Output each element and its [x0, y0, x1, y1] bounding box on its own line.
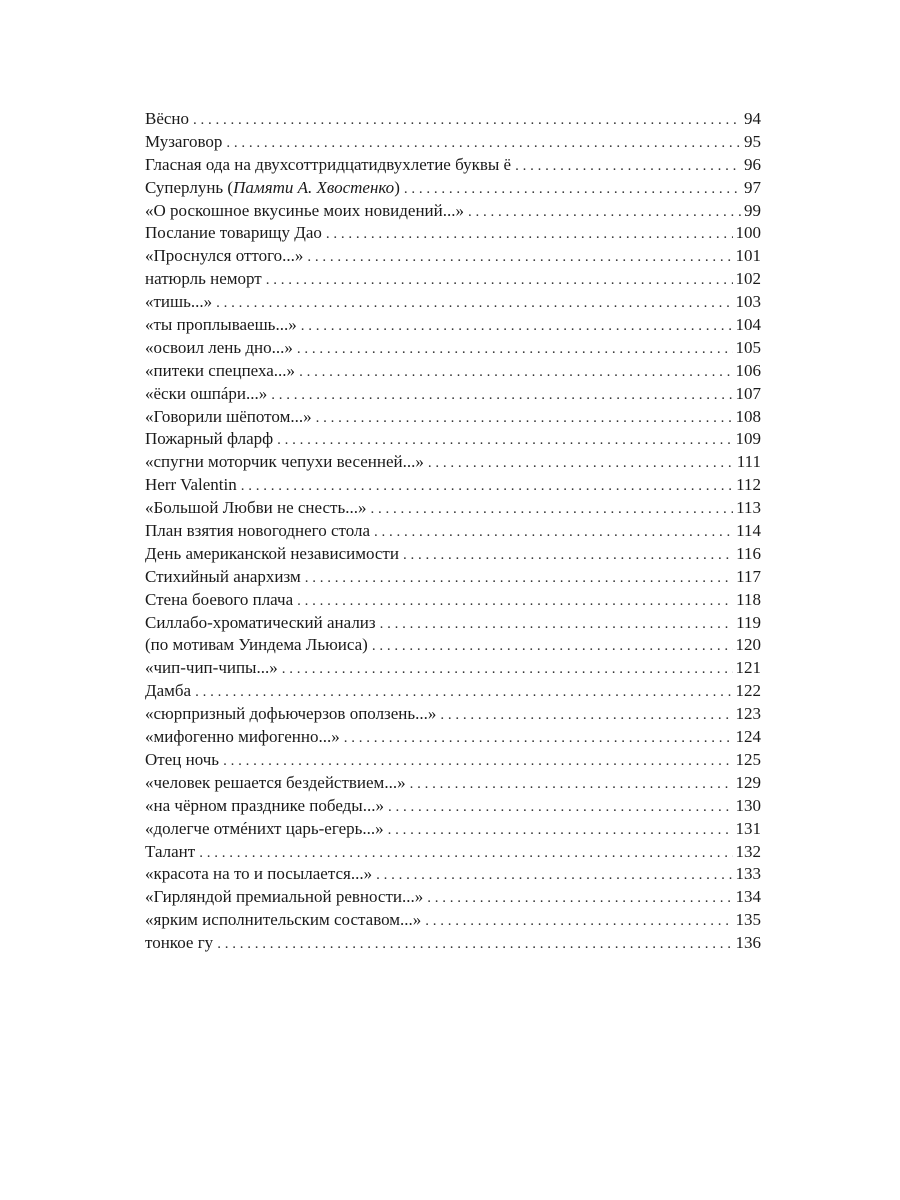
- toc-entry-page-number: 114: [736, 521, 761, 541]
- dot-leader: [297, 590, 733, 613]
- toc-entry: [145, 863, 761, 886]
- toc-entry-title-text: Дамба: [145, 681, 192, 701]
- toc-entry-page-number: 133: [735, 864, 761, 884]
- dot-leader: [193, 109, 741, 132]
- toc-entry-title-text: Отец ночь: [145, 749, 220, 769]
- toc-entry-title: [145, 245, 307, 268]
- dot-leader: [515, 155, 741, 178]
- toc-entry-title: [145, 543, 403, 566]
- toc-entry-page-number: 112: [736, 475, 761, 495]
- toc-entry-title: [145, 154, 515, 177]
- toc-entry-page-number: 136: [735, 933, 761, 953]
- dot-leader: [266, 269, 733, 292]
- toc-entry-page-number: 119: [736, 612, 761, 632]
- toc-entry-title-text: «ёски ошпáри...»: [145, 383, 268, 403]
- toc-entry-title-text: «питеки спецпеха...»: [145, 360, 296, 380]
- toc-entry-title: [145, 383, 271, 406]
- toc-entry-page-number: 129: [735, 772, 761, 792]
- toc-entry-title-text: Herr Valentin: [145, 475, 237, 495]
- toc-entry: [145, 726, 761, 749]
- toc-entry-title: [145, 566, 305, 589]
- dot-leader: [403, 544, 733, 567]
- toc-entry: [145, 245, 761, 268]
- dot-leader: [380, 613, 734, 636]
- toc-entry-page-number: 111: [736, 452, 761, 472]
- toc-entry-page-number: 113: [736, 498, 761, 518]
- toc-entry-title: [145, 932, 217, 955]
- toc-entry-title-text: «Проснулся оттого...»: [145, 246, 304, 266]
- toc-entry-title-text: «чип-чип-чипы...»: [145, 658, 278, 678]
- dot-leader: [277, 429, 732, 452]
- toc-entry-title: [145, 657, 282, 680]
- toc-entry-title: [145, 200, 468, 223]
- toc-entry-page-number: 97: [744, 177, 761, 197]
- toc-entry: [145, 131, 761, 154]
- toc-entry-title-text: «красота на то и посылается...»: [145, 864, 373, 884]
- toc-entry-page-number: 101: [735, 246, 761, 266]
- toc-entry-page-number: 125: [735, 749, 761, 769]
- toc-entry-page-number: 117: [736, 566, 761, 586]
- toc-entry-title-text: Гласная ода на двухсоттридцатидвухлетие буквы ё: [145, 154, 512, 174]
- toc-entry-title: [145, 337, 297, 360]
- toc-entry-title-text: «человек решается бездействием...»: [145, 772, 406, 792]
- toc-entry: [145, 749, 761, 772]
- toc-entry-title: [145, 795, 388, 818]
- toc-entry: [145, 772, 761, 795]
- toc-entry: [145, 474, 761, 497]
- dot-leader: [326, 223, 733, 246]
- toc-entry-page-number: 123: [735, 704, 761, 724]
- toc-entry-title: [145, 360, 299, 383]
- toc-entry-page-number: 96: [744, 154, 761, 174]
- dot-leader: [428, 452, 734, 475]
- dot-leader: [440, 704, 732, 727]
- toc-entry-title: [145, 406, 316, 429]
- toc-entry: [145, 451, 761, 474]
- toc-entry-title-text: «Гирляндой премиальной ревности...»: [145, 887, 424, 907]
- toc-entry-title-text: Послание товарищу Дао: [145, 223, 322, 243]
- toc-entry: [145, 795, 761, 818]
- toc-entry: [145, 268, 761, 291]
- dot-leader: [226, 132, 741, 155]
- toc-entry-page-number: 120: [735, 635, 761, 655]
- dot-leader: [195, 681, 732, 704]
- toc-entry: [145, 520, 761, 543]
- toc-entry-title-text: Стихийный анархизм: [145, 566, 301, 586]
- toc-entry-title-text: тонкое гу: [145, 933, 214, 953]
- toc-entry-title-text: Силлабо-хроматический анализ: [145, 612, 376, 632]
- toc-entry-title: [145, 314, 301, 337]
- toc-entry: [145, 612, 761, 635]
- dot-leader: [282, 658, 733, 681]
- toc-entry-page-number: 104: [735, 315, 761, 335]
- toc-entry-page-number: 103: [735, 292, 761, 312]
- toc-entry: [145, 428, 761, 451]
- toc-entry-title: [145, 863, 376, 886]
- toc-entry-title: [145, 589, 297, 612]
- dot-leader: [344, 727, 733, 750]
- dot-leader: [316, 407, 733, 430]
- dot-leader: [305, 567, 733, 590]
- toc-entry-title: [145, 497, 370, 520]
- toc-entry-title: [145, 291, 216, 314]
- toc-entry: [145, 932, 761, 955]
- toc-entry: [145, 680, 761, 703]
- dot-leader: [425, 910, 732, 933]
- toc-entry-title-suffix: ): [394, 177, 400, 197]
- toc-entry: [145, 566, 761, 589]
- toc-entry-page-number: 118: [736, 589, 761, 609]
- dot-leader: [372, 635, 733, 658]
- toc-entry-page-number: 116: [736, 543, 761, 563]
- toc-entry-title-text: «тишь...»: [145, 292, 213, 312]
- toc-entry: [145, 291, 761, 314]
- toc-entry-page-number: 94: [744, 109, 761, 128]
- toc-entry-page-number: 124: [735, 727, 761, 747]
- toc-entry: [145, 497, 761, 520]
- toc-entry-page-number: 122: [735, 681, 761, 701]
- toc-entry-title: [145, 451, 428, 474]
- dot-leader: [297, 338, 733, 361]
- toc-entry-page-number: 134: [735, 887, 761, 907]
- toc-entry-title-text: Талант: [145, 841, 196, 861]
- toc-entry-title-text: «Большой Любви не снесть...»: [145, 498, 367, 518]
- toc-entry-title-text: натюрль неморт: [145, 269, 262, 289]
- toc-entry-title: [145, 680, 195, 703]
- toc-entry-title-text: Суперлунь (: [145, 177, 234, 197]
- toc-entry: [145, 886, 761, 909]
- toc-entry-title-text: «мифогенно мифогенно...»: [145, 727, 340, 747]
- toc-entry-page-number: 106: [735, 360, 761, 380]
- dot-leader: [370, 498, 733, 521]
- toc-entry-title: [145, 428, 277, 451]
- dot-leader: [404, 178, 741, 201]
- toc-entry-title: [145, 612, 380, 635]
- toc-entry-title: [145, 634, 372, 657]
- toc-entry-title-text: Стена боевого плача: [145, 589, 294, 609]
- toc-entry-title: [145, 108, 193, 131]
- toc-entry: [145, 634, 761, 657]
- toc-entry: [145, 337, 761, 360]
- toc-entry-page-number: 135: [735, 910, 761, 930]
- toc-entry-title: [145, 886, 427, 909]
- dot-leader: [301, 315, 733, 338]
- toc-entry: [145, 841, 761, 864]
- toc-entry: [145, 314, 761, 337]
- toc-entry: [145, 818, 761, 841]
- toc-entry-title-italic: Памяти А. Хвостенко: [233, 177, 395, 197]
- toc-entry-title-text: План взятия новогоднего стола: [145, 521, 371, 541]
- toc-entry-title-text: «Говорили шёпотом...»: [145, 406, 312, 426]
- toc-entry-title-text: Музаговор: [145, 131, 223, 151]
- toc-entry: [145, 383, 761, 406]
- toc-entry: [145, 703, 761, 726]
- toc-entry-title: [145, 131, 226, 154]
- toc-entry-page-number: 108: [735, 406, 761, 426]
- toc-entry: [145, 154, 761, 177]
- toc-entry-page-number: 131: [735, 818, 761, 838]
- toc-entry: [145, 543, 761, 566]
- toc-entry-title: [145, 841, 199, 864]
- toc-entry-title-text: «спугни моторчик чепухи весенней...»: [145, 452, 424, 472]
- toc-entry-title-text: (по мотивам Уиндема Льюиса): [145, 635, 368, 655]
- toc-entry-title-text: «ярким исполнительским составом...»: [145, 910, 422, 930]
- toc-entry: [145, 589, 761, 612]
- dot-leader: [299, 361, 732, 384]
- toc-entry-page-number: 107: [735, 383, 761, 403]
- toc-entry: [145, 177, 761, 200]
- toc-entry: [145, 406, 761, 429]
- table-of-contents: [145, 108, 761, 955]
- toc-entry-page-number: 99: [744, 200, 761, 220]
- toc-entry: [145, 657, 761, 680]
- toc-entry-title: [145, 177, 404, 200]
- toc-entry-page-number: 109: [735, 429, 761, 449]
- dot-leader: [410, 773, 733, 796]
- toc-entry: [145, 200, 761, 223]
- toc-entry-page-number: 95: [744, 131, 761, 151]
- dot-leader: [388, 796, 733, 819]
- toc-entry-title-text: День американской независимости: [145, 543, 399, 563]
- dot-leader: [376, 864, 732, 887]
- toc-entry-title-text: «на чёрном празднике победы...»: [145, 795, 384, 815]
- toc-entry-page-number: 105: [735, 337, 761, 357]
- toc-entry: [145, 222, 761, 245]
- toc-entry-title: [145, 818, 388, 841]
- toc-entry-page-number: 121: [735, 658, 761, 678]
- dot-leader: [217, 933, 732, 956]
- toc-entry-page-number: 102: [735, 269, 761, 289]
- dot-leader: [374, 521, 733, 544]
- dot-leader: [199, 842, 732, 865]
- toc-entry-title: [145, 726, 344, 749]
- toc-entry-title-text: Пожарный фларф: [145, 429, 274, 449]
- toc-entry-title-text: «освоил лень дно...»: [145, 337, 293, 357]
- toc-entry-title: [145, 749, 223, 772]
- dot-leader: [271, 384, 732, 407]
- toc-entry: [145, 909, 761, 932]
- toc-entry-title: [145, 520, 374, 543]
- dot-leader: [388, 819, 733, 842]
- dot-leader: [241, 475, 733, 498]
- toc-entry-title: [145, 703, 440, 726]
- toc-entry: [145, 360, 761, 383]
- toc-entry-title-text: «долегче отмéнихт царь-егерь...»: [145, 818, 384, 838]
- dot-leader: [223, 750, 732, 773]
- toc-entry-title: [145, 474, 241, 497]
- toc-entry-page-number: 132: [735, 841, 761, 861]
- toc-entry-title: [145, 909, 425, 932]
- toc-entry-page-number: 100: [735, 223, 761, 243]
- dot-leader: [307, 246, 732, 269]
- toc-entry-title-text: Вёсно: [145, 109, 190, 128]
- toc-entry: [145, 108, 761, 131]
- toc-entry-title-text: «сюрпризный дофьючерзов оползень...»: [145, 704, 437, 724]
- dot-leader: [427, 887, 732, 910]
- toc-entry-page-number: 130: [735, 795, 761, 815]
- toc-entry-title: [145, 268, 266, 291]
- dot-leader: [216, 292, 732, 315]
- toc-entry-title-text: «ты проплываешь...»: [145, 315, 297, 335]
- toc-entry-title: [145, 222, 326, 245]
- dot-leader: [468, 201, 741, 224]
- toc-entry-title-text: «О роскошное вкусинье моих новидений...»: [145, 200, 464, 220]
- toc-entry-title: [145, 772, 410, 795]
